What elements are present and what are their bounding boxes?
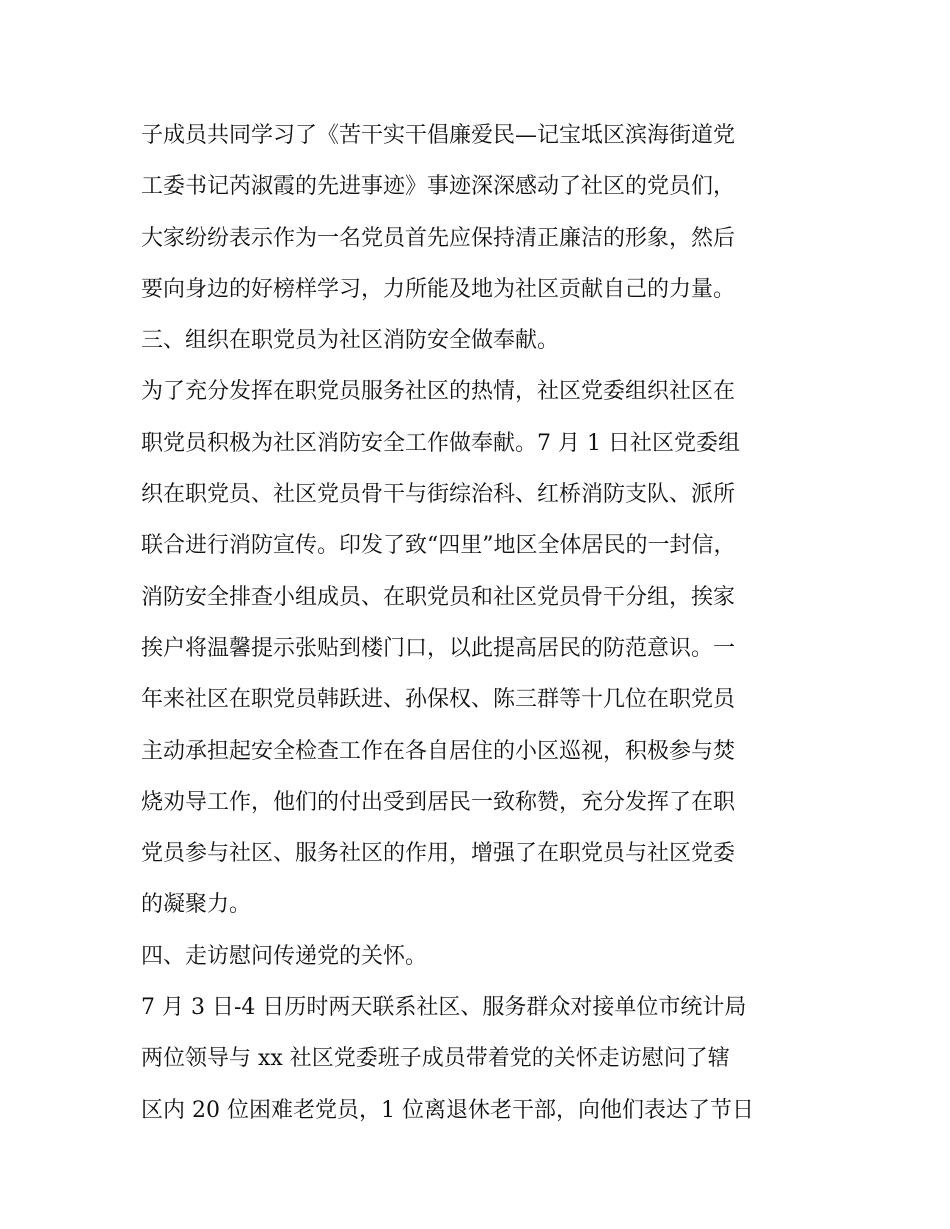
paragraph-line: 的凝聚力。 bbox=[141, 892, 252, 918]
paragraph-line: 烧劝导工作，他们的付出受到居民一致称赞，充分发挥了在职 bbox=[141, 789, 736, 815]
paragraph-line: 织在职党员、社区党员骨干与街综治科、红桥消防支队、派所 bbox=[141, 482, 736, 508]
paragraph-line: 7 月 3 日-4 日历时两天联系社区、服务群众对接单位市统计局 bbox=[141, 995, 747, 1021]
paragraph-line: 职党员积极为社区消防安全工作做奉献。7 月 1 日社区党委组 bbox=[141, 430, 740, 456]
paragraph-line: 消防安全排查小组成员、在职党员和社区党员骨干分组，挨家 bbox=[141, 584, 736, 610]
paragraph-line: 党员参与社区、服务社区的作用，增强了在职党员与社区党委 bbox=[141, 841, 736, 867]
paragraph-line: 大家纷纷表示作为一名党员首先应保持清正廉洁的形象，然后 bbox=[141, 225, 736, 251]
paragraph-line: 为了充分发挥在职党员服务社区的热情，社区党委组织社区在 bbox=[141, 379, 736, 405]
paragraph-line: 联合进行消防宣传。印发了致“四里”地区全体居民的一封信， bbox=[141, 533, 736, 559]
paragraph-line: 要向身边的好榜样学习，力所能及地为社区贡献自己的力量。 bbox=[141, 276, 736, 302]
paragraph-line: 区内 20 位困难老党员，1 位离退休老干部，向他们表达了节日 bbox=[141, 1097, 754, 1123]
document-body bbox=[141, 110, 821, 1136]
section-heading: 三、组织在职党员为社区消防安全做奉献。 bbox=[141, 328, 560, 354]
paragraph-line: 工委书记芮淑霞的先进事迹》事迹深深感动了社区的党员们， bbox=[141, 174, 736, 200]
section-heading: 四、走访慰问传递党的关怀。 bbox=[141, 943, 428, 969]
paragraph-line: 两位领导与 xx 社区党委班子成员带着党的关怀走访慰问了辖 bbox=[141, 1046, 730, 1072]
paragraph-line: 主动承担起安全检查工作在各自居住的小区巡视，积极参与焚 bbox=[141, 738, 736, 764]
paragraph-line: 挨户将温馨提示张贴到楼门口，以此提高居民的防范意识。一 bbox=[141, 635, 736, 661]
paragraph-line: 年来社区在职党员韩跃进、孙保权、陈三群等十几位在职党员 bbox=[141, 687, 736, 713]
paragraph-line: 子成员共同学习了《苦干实干倡廉爱民—记宝坻区滨海街道党 bbox=[141, 123, 736, 148]
